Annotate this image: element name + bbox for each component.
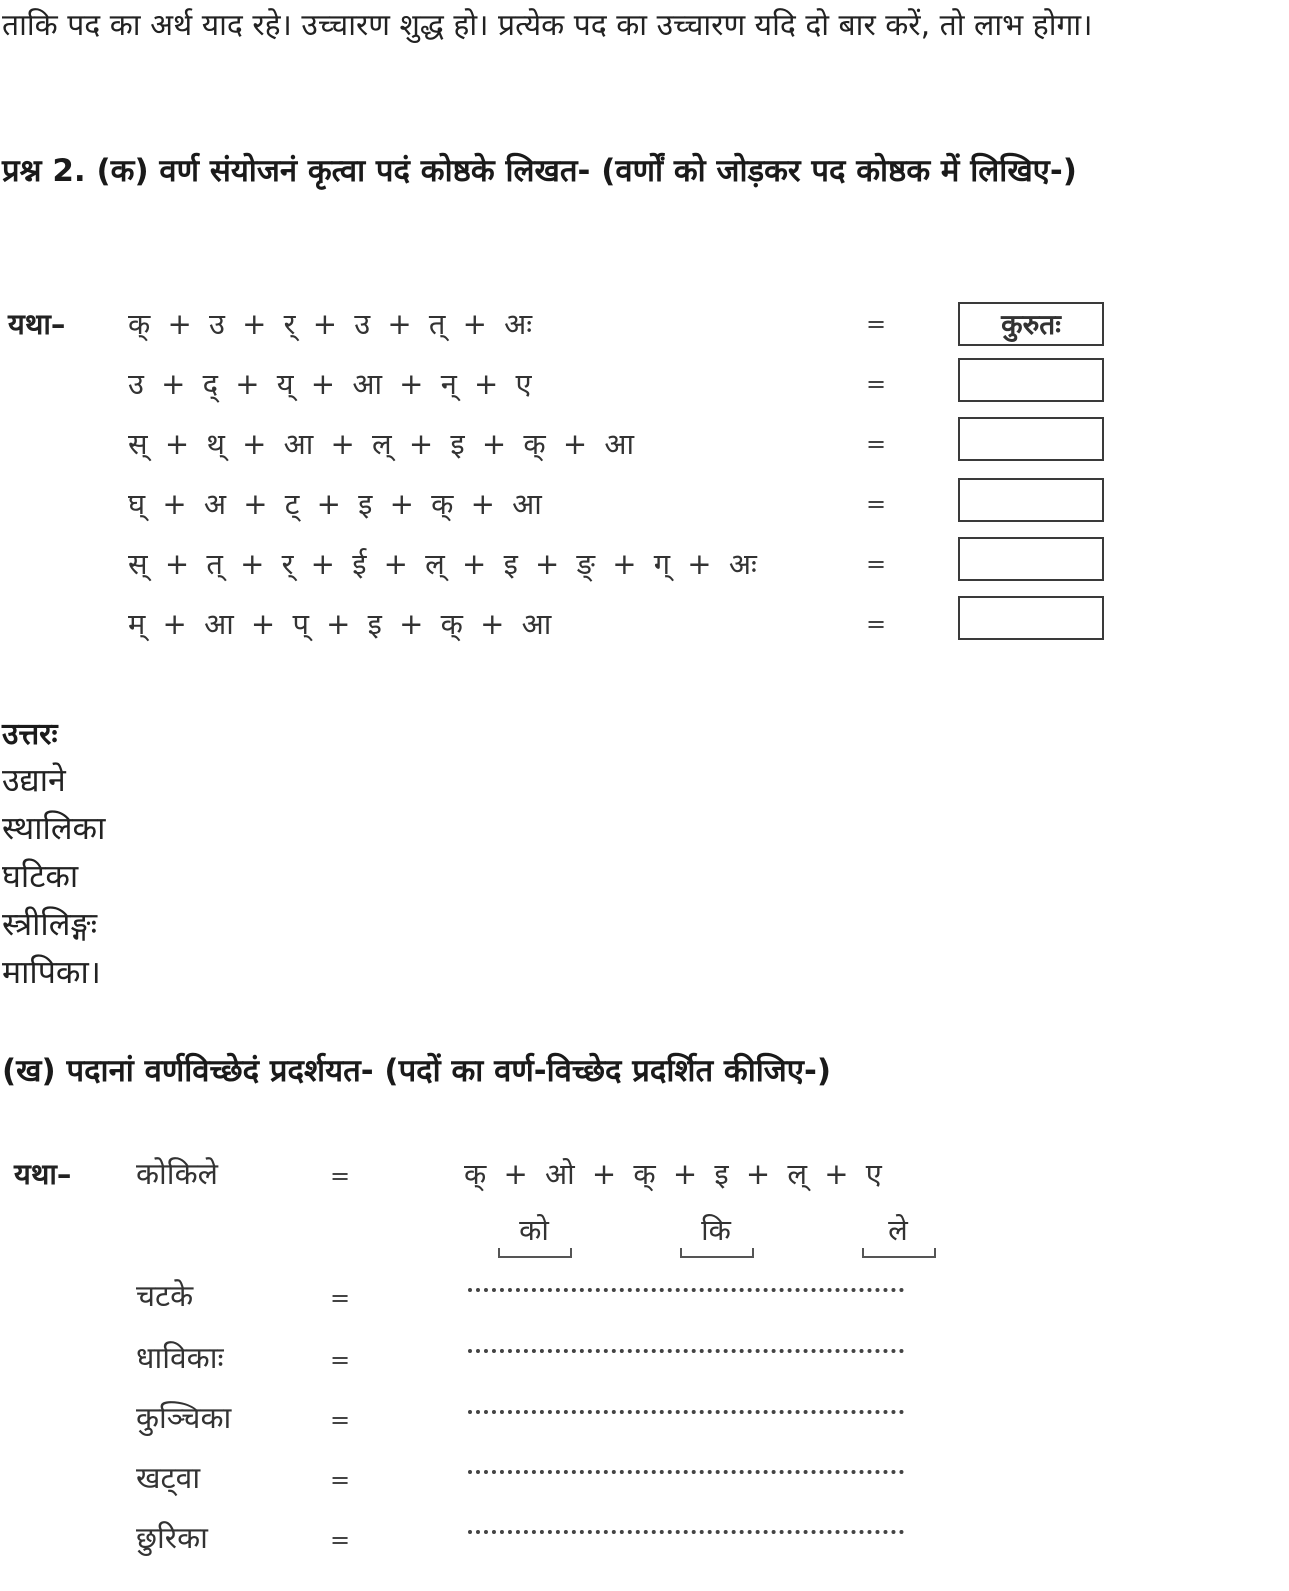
- syllable-bracket: [862, 1248, 936, 1258]
- letters-row-1: क् + उ + र् + उ + त् + अः: [128, 307, 534, 341]
- equals-sign: =: [330, 1526, 351, 1554]
- word-5: छुरिका: [136, 1521, 208, 1556]
- letters-row-6: म् + आ + प् + इ + क् + आ: [128, 607, 553, 641]
- syllable-le: ले: [888, 1213, 908, 1247]
- word-4: खट्वा: [136, 1461, 201, 1496]
- syllable-bracket: [498, 1248, 572, 1258]
- example-word: कोकिले: [136, 1157, 218, 1192]
- equals-sign: =: [330, 1466, 351, 1494]
- equals-sign: =: [866, 310, 887, 338]
- equals-sign: =: [866, 370, 887, 398]
- equals-sign: =: [330, 1346, 351, 1374]
- answer-box-6[interactable]: [958, 596, 1104, 640]
- equals-sign: =: [330, 1162, 351, 1190]
- equals-sign: =: [330, 1284, 351, 1312]
- equals-sign: =: [866, 430, 887, 458]
- equals-sign: =: [866, 550, 887, 578]
- question-kha-heading: (ख) पदानां वर्णविच्छेदं प्रदर्शयत- (पदों का वर्ण-विच्छेद प्रदर्शित कीजिए-): [2, 1053, 831, 1089]
- letters-row-2: उ + द् + य् + आ + न् + ए: [128, 367, 533, 401]
- equals-sign: =: [330, 1406, 351, 1434]
- question-2-ka-heading: प्रश्न 2. (क) वर्ण संयोजनं कृत्वा पदं कोष्ठके लिखत- (वर्णों को जोड़कर पद कोष्ठक में लिखिए-): [2, 153, 1077, 189]
- example-label: यथा–: [8, 307, 66, 341]
- letters-row-3: स् + थ् + आ + ल् + इ + क् + आ: [128, 427, 635, 461]
- letters-row-5: स् + त् + र् + ई + ल् + इ + ङ् + ग् + अः: [128, 547, 758, 581]
- word-2: धाविकाः: [136, 1341, 224, 1376]
- answer-item: स्थालिका: [2, 809, 106, 847]
- answer-box-5[interactable]: [958, 537, 1104, 581]
- answer-box-4[interactable]: [958, 478, 1104, 522]
- equals-sign: =: [866, 490, 887, 518]
- syllable-bracket: [680, 1248, 754, 1258]
- answer-label: उत्तरः: [2, 717, 58, 752]
- example-label: यथा–: [14, 1157, 72, 1191]
- answer-item: स्त्रीलिङ्गः: [2, 905, 98, 943]
- answer-item: मापिका।: [2, 953, 101, 991]
- fill-in-line-4[interactable]: [468, 1470, 904, 1478]
- letters-row-4: घ् + अ + ट् + इ + क् + आ: [128, 487, 543, 521]
- answer-list: [2, 756, 105, 996]
- answer-item: घटिका: [2, 857, 79, 895]
- word-3: कुञ्चिका: [136, 1401, 232, 1436]
- equals-sign: =: [866, 610, 887, 638]
- intro-paragraph: ताकि पद का अर्थ याद रहे। उच्चारण शुद्ध हो। प्रत्येक पद का उच्चारण यदि दो बार करें, तो लाभ होगा।: [2, 8, 1093, 43]
- answer-box-2[interactable]: [958, 358, 1104, 402]
- fill-in-line-1[interactable]: [468, 1288, 904, 1296]
- syllable-ki: कि: [701, 1213, 731, 1247]
- answer-item: उद्याने: [2, 761, 66, 799]
- word-1: चटके: [136, 1279, 194, 1314]
- syllable-ko: को: [519, 1213, 549, 1247]
- answer-box-1: कुरुतः: [958, 302, 1104, 346]
- fill-in-line-2[interactable]: [468, 1349, 904, 1357]
- fill-in-line-3[interactable]: [468, 1410, 904, 1418]
- fill-in-line-5[interactable]: [468, 1530, 904, 1538]
- answer-box-3[interactable]: [958, 417, 1104, 461]
- example-split: क् + ओ + क् + इ + ल् + ए: [464, 1157, 882, 1191]
